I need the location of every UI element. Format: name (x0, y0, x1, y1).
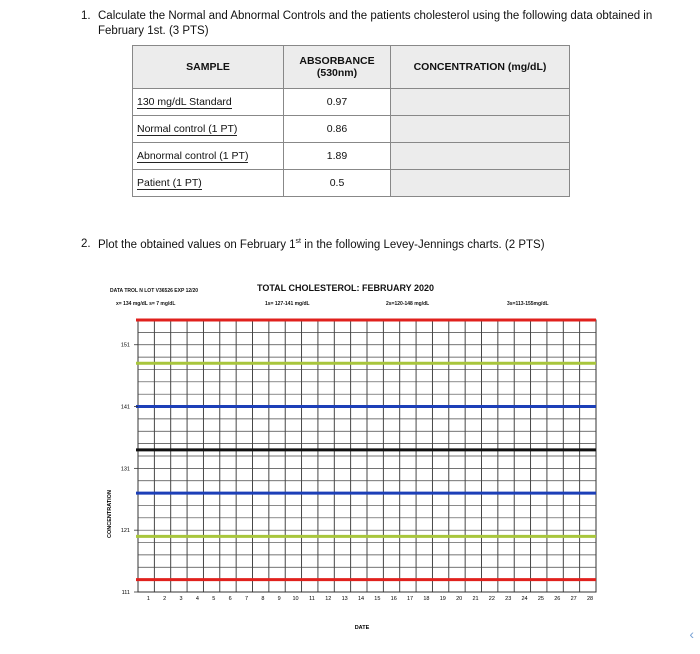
x-tick-label: 14 (357, 596, 365, 602)
concentration-cell[interactable] (391, 170, 570, 197)
y-tick-label: 121 (120, 528, 130, 535)
table-row (133, 143, 570, 170)
mean-sd-info: x= 134 mg/dL s= 7 mg/dL (116, 301, 176, 307)
y-tick-label: 111 (121, 590, 130, 596)
header-concentration: CONCENTRATION (mg/dL) (391, 46, 570, 89)
sample-label: Patient (1 PT) (137, 177, 202, 189)
x-tick-label: 5 (212, 596, 216, 602)
y-tick-label: 141 (120, 404, 130, 411)
x-tick-label: 21 (472, 596, 479, 602)
y-tick-label: 131 (120, 466, 130, 473)
lot-info: DATA TROL N LOT V36526 EXP 12/20 (110, 288, 199, 294)
x-tick-label: 8 (261, 596, 265, 602)
x-tick-label: 12 (325, 596, 332, 602)
x-tick-label: 17 (407, 596, 414, 602)
x-tick-label: 7 (244, 596, 249, 602)
x-tick-label: 25 (537, 596, 544, 602)
table-row (133, 116, 570, 143)
sample-label: 130 mg/dL Standard (137, 96, 232, 108)
question-2-number: 2. (81, 238, 91, 250)
x-tick-label: 26 (554, 596, 561, 602)
sample-label: Abnormal control (1 PT) (137, 150, 249, 162)
x-axis-label: DATE (354, 625, 370, 631)
sample-label: Normal control (1 PT) (137, 123, 238, 135)
x-tick-label: 3 (179, 596, 183, 602)
question-2-superscript: st (295, 238, 301, 245)
one-sd-range: 1s= 127-141 mg/dL (265, 301, 310, 307)
table-header-row (133, 46, 570, 89)
concentration-cell[interactable] (391, 143, 570, 170)
sample-cell (133, 116, 284, 143)
x-tick-label: 13 (341, 596, 348, 602)
chevron-left-icon[interactable]: ‹ (689, 626, 694, 642)
header-absorbance: ABSORBANCE (530nm) (284, 46, 391, 89)
x-tick-label: 18 (423, 596, 430, 602)
two-sd-range: 2s=120-148 mg/dL (386, 301, 430, 307)
x-tick-label: 20 (456, 596, 463, 602)
chart-title: TOTAL CHOLESTEROL: FEBRUARY 2020 (257, 283, 435, 293)
x-tick-label: 15 (374, 596, 381, 602)
sample-cell (133, 170, 284, 197)
x-tick-label: 2 (163, 596, 167, 602)
concentration-cell[interactable] (391, 89, 570, 116)
x-tick-label: 24 (521, 596, 528, 602)
data-table (132, 45, 570, 197)
sample-cell (133, 89, 284, 116)
concentration-cell[interactable] (391, 116, 570, 143)
x-tick-label: 10 (292, 596, 299, 602)
table-row (133, 170, 570, 197)
question-2-text (98, 238, 545, 251)
absorbance-cell: 0.86 (284, 116, 391, 143)
table-row (133, 89, 570, 116)
y-tick-label: 151 (120, 342, 130, 349)
x-tick-label: 11 (309, 596, 315, 602)
x-tick-label: 22 (488, 596, 495, 602)
x-tick-label: 27 (570, 596, 577, 602)
absorbance-cell: 0.5 (284, 170, 391, 197)
absorbance-cell: 1.89 (284, 143, 391, 170)
x-tick-label: 16 (390, 596, 397, 602)
sample-cell (133, 143, 284, 170)
header-sample: SAMPLE (133, 46, 284, 89)
question-2-text-before: Plot the obtained values on February 1 (98, 238, 296, 251)
absorbance-cell: 0.97 (284, 89, 391, 116)
x-tick-label: 1 (146, 596, 150, 602)
question-2-text-after: in the following Levey-Jennings charts. (2 PTS) (301, 238, 545, 251)
y-axis-label: CONCENTRATION (107, 490, 113, 538)
x-tick-label: 19 (439, 596, 446, 602)
levey-jennings-chart[interactable] (100, 314, 620, 634)
question-1-text: Calculate the Normal and Abnormal Controls and the patients cholesterol using the following data obtained in February 1st. (3 PTS) (98, 10, 653, 37)
question-1-number: 1. (81, 10, 91, 22)
x-tick-label: 28 (586, 596, 594, 602)
x-tick-label: 6 (228, 596, 232, 602)
three-sd-range: 3s=113-155mg/dL (507, 301, 549, 307)
x-tick-label: 4 (195, 596, 199, 602)
x-tick-label: 23 (505, 596, 512, 602)
x-tick-label: 9 (277, 596, 281, 602)
